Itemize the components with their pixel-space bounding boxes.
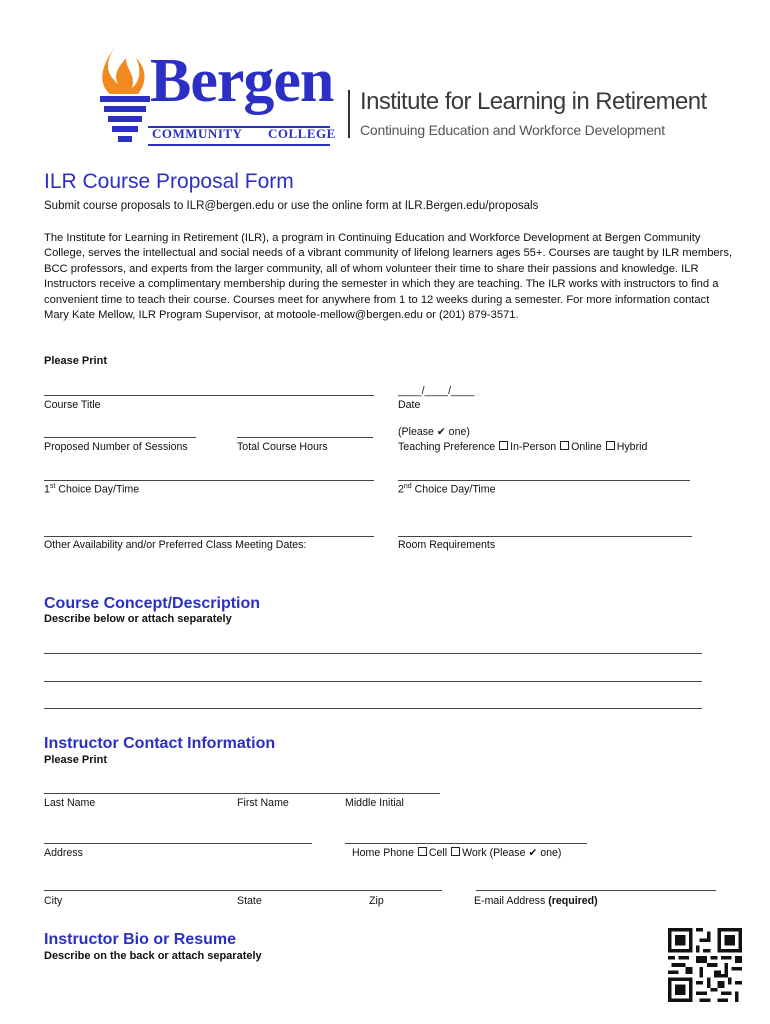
first-choice-sup: st [49, 483, 56, 490]
cell-label: Cell [428, 847, 448, 859]
first-choice-text: Choice Day/Time [55, 483, 140, 496]
first-choice-field[interactable] [44, 480, 374, 481]
flame-icon [96, 44, 156, 144]
name-field[interactable] [44, 793, 440, 794]
middle-initial-label: Middle Initial [345, 797, 404, 809]
email-label [474, 895, 598, 907]
second-choice-label [398, 483, 496, 496]
course-title-field[interactable] [44, 395, 374, 396]
first-name-label: First Name [237, 797, 289, 809]
room-requirements-label: Room Requirements [398, 539, 496, 551]
logo-wordmark: Bergen [150, 47, 334, 115]
concept-heading: Course Concept/Description [44, 595, 261, 612]
second-choice-sup: nd [403, 483, 412, 490]
second-choice-field[interactable] [398, 480, 690, 481]
institute-subtitle: Continuing Education and Workforce Development [360, 122, 665, 138]
other-availability-label: Other Availability and/or Preferred Class Meeting Dates: [44, 539, 307, 551]
hybrid-checkbox[interactable] [606, 441, 615, 450]
concept-line-3[interactable] [44, 708, 702, 709]
online-label: Online [571, 441, 602, 453]
bio-heading: Instructor Bio or Resume [44, 931, 237, 948]
first-choice-label [44, 483, 139, 496]
sessions-field[interactable] [44, 437, 196, 438]
second-choice-text: Choice Day/Time [411, 483, 496, 496]
online-checkbox[interactable] [560, 441, 569, 450]
sessions-label: Proposed Number of Sessions [44, 441, 188, 453]
work-label: Work [462, 847, 487, 859]
phone-type-row [352, 847, 561, 859]
other-availability-field[interactable] [44, 536, 374, 537]
submit-instructions: Submit course proposals to ILR@bergen.edu or use the online form at ILR.Bergen.edu/proposals [44, 200, 539, 212]
phone-field[interactable] [345, 843, 587, 844]
bio-subtitle: Describe on the back or attach separately [44, 950, 262, 962]
logo-community: COMMUNITY [152, 126, 243, 141]
first-choice-num: 1 [44, 483, 50, 496]
institute-title: Institute for Learning in Retirement [360, 88, 707, 115]
hours-field[interactable] [237, 437, 373, 438]
instructor-subtitle: Please Print [44, 754, 107, 766]
email-required: (required) [548, 895, 598, 907]
address-label: Address [44, 847, 83, 859]
home-phone-label: Home Phone [352, 847, 414, 859]
intro-paragraph: The Institute for Learning in Retirement (ILR), a program in Continuing Education and Workforce Development at Bergen Community College, serves the intellectual and social needs of a vibrant community of lifelong learners ages 55+. Courses are taught by ILR members, BCC professors, and experts from the larger community, all of whom volunteer their time to share their passions and knowledge. ILR Instructors receive a complimentary membership during the semester in which they are teaching. The ILR works with instructors to find a convenient time to teach their course. Courses meet for anywhere from 1 to 12 weeks during a semester. For more information contact Mary Kate Mellow, ILR Program Supervisor, at motoole-mellow@bergen.edu or (201) 879-3571. [44, 232, 733, 322]
concept-line-1[interactable] [44, 653, 702, 654]
concept-subtitle: Describe below or attach separately [44, 613, 232, 625]
hours-label: Total Course Hours [237, 441, 328, 453]
phone-please-one: (Please ✔ one) [489, 847, 562, 859]
please-check-one: (Please ✔ one) [398, 426, 470, 438]
header-divider [348, 90, 350, 138]
work-checkbox[interactable] [451, 847, 460, 856]
state-label: State [237, 895, 262, 907]
cell-checkbox[interactable] [418, 847, 427, 856]
last-name-label: Last Name [44, 797, 96, 809]
teaching-preference-row [398, 441, 647, 453]
email-field[interactable] [476, 890, 716, 891]
course-title-label: Course Title [44, 399, 101, 411]
in-person-checkbox[interactable] [499, 441, 508, 450]
in-person-label: In-Person [510, 441, 557, 453]
bergen-logo [96, 44, 336, 144]
email-label-text: E-mail Address [474, 895, 546, 907]
date-field[interactable]: ____/____/____ [398, 385, 475, 397]
qr-code-icon [668, 928, 742, 1002]
hybrid-label: Hybrid [616, 441, 648, 453]
date-label: Date [398, 399, 421, 411]
please-print-label: Please Print [44, 355, 107, 367]
address-field[interactable] [44, 843, 312, 844]
city-label: City [44, 895, 63, 907]
second-choice-num: 2 [398, 483, 404, 496]
teaching-pref-label: Teaching Preference [398, 441, 496, 453]
city-state-zip-field[interactable] [44, 890, 442, 891]
instructor-heading: Instructor Contact Information [44, 735, 276, 752]
logo-college: COLLEGE [268, 126, 336, 141]
room-requirements-field[interactable] [398, 536, 692, 537]
concept-line-2[interactable] [44, 681, 702, 682]
zip-label: Zip [369, 895, 384, 907]
form-title: ILR Course Proposal Form [44, 170, 294, 193]
